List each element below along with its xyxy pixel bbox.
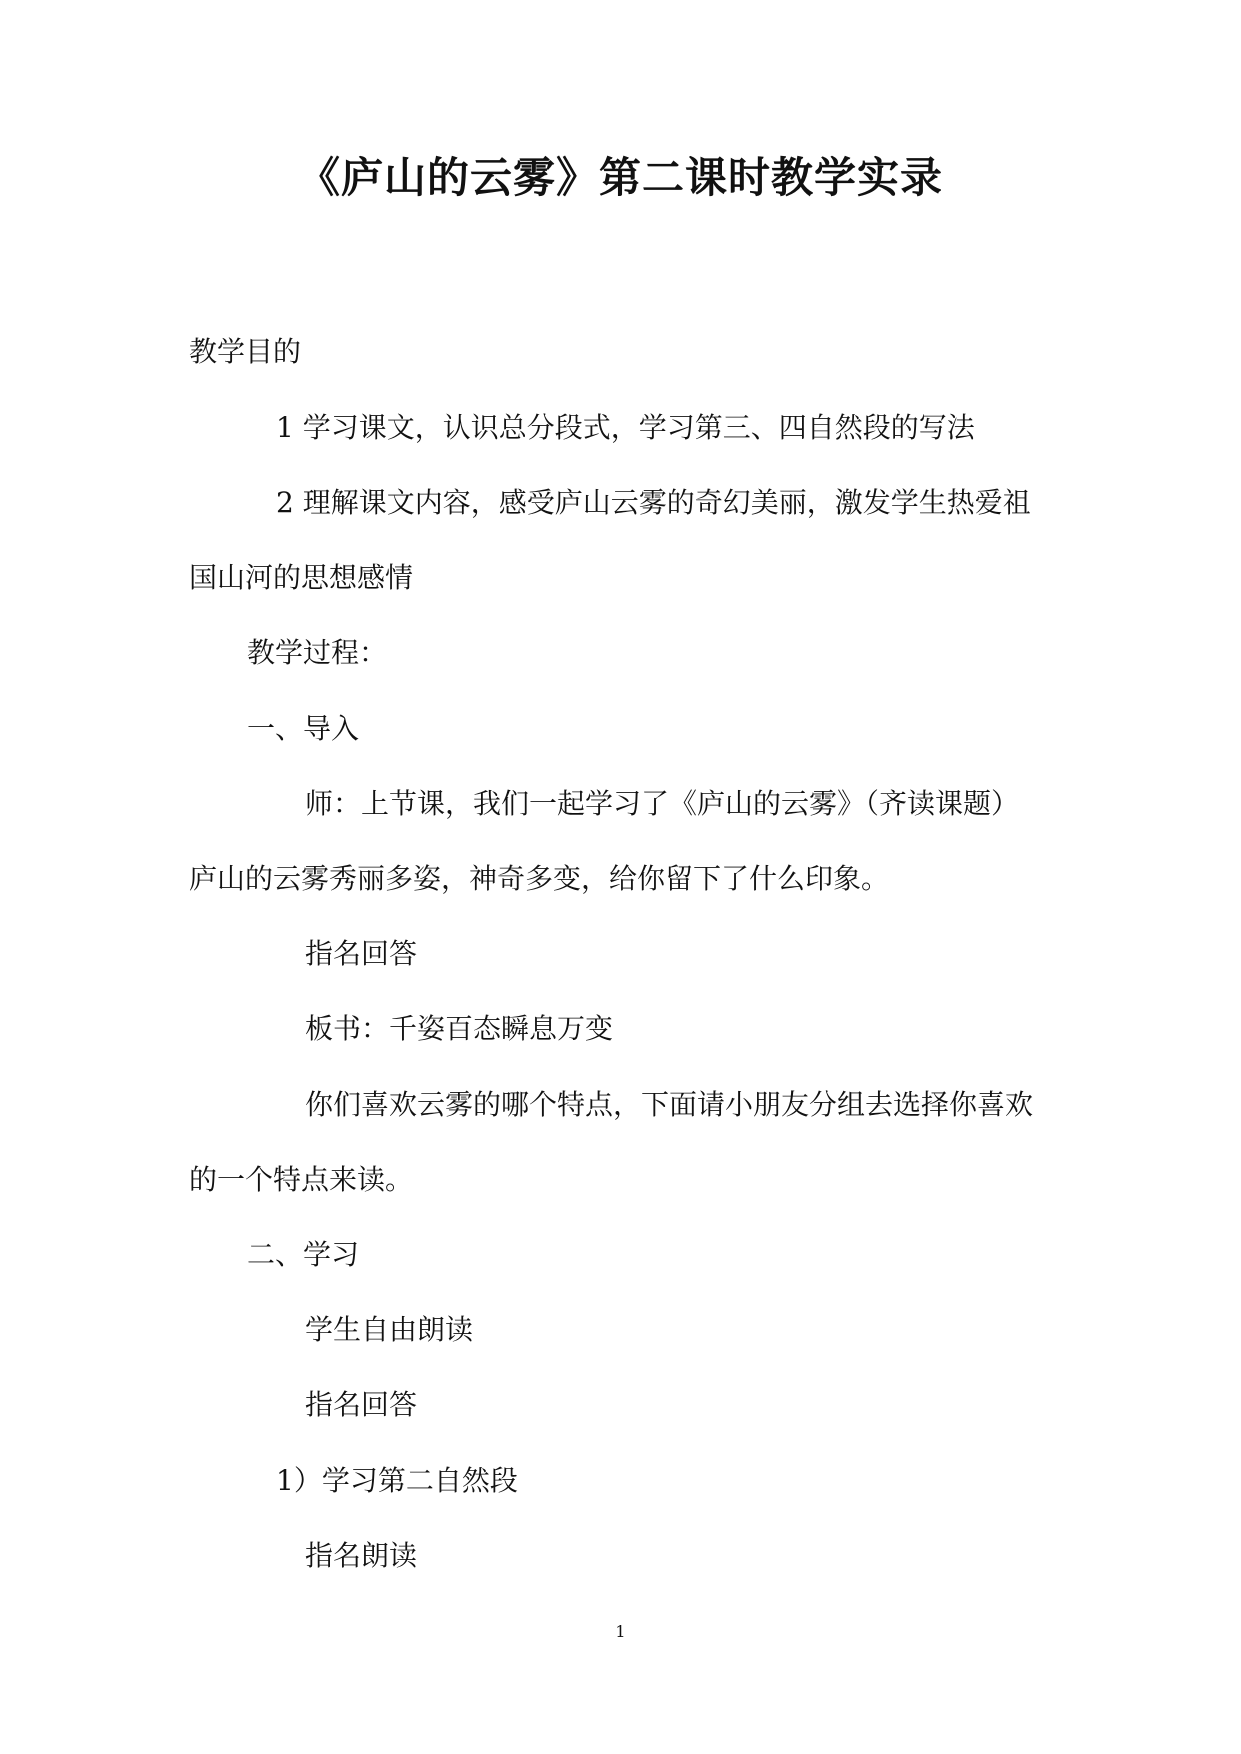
paragraph-blackboard: 板书：千姿百态瞬息万变 [305, 1012, 614, 1045]
page-number: 1 [615, 1622, 626, 1641]
paragraph-choose-feature: 你们喜欢云雾的哪个特点，下面请小朋友分组去选择你喜欢 [305, 1088, 1034, 1121]
paragraph-answer: 指名回答 [305, 937, 418, 970]
paragraph-teacher-intro-continued: 庐山的云雾秀丽多姿，神奇多变，给你留下了什么印象。 [189, 862, 890, 895]
paragraph-read-aloud: 指名朗读 [305, 1539, 418, 1572]
objective-2-continued: 国山河的思想感情 [189, 561, 414, 594]
paragraph-free-reading: 学生自由朗读 [305, 1313, 474, 1346]
paragraph-teacher-intro: 师：上节课，我们一起学习了《庐山的云雾》（齐读课题） [305, 787, 1020, 820]
document-title: 《庐山的云雾》第二课时教学实录 [297, 153, 943, 202]
objective-2: 2 理解课文内容，感受庐山云雾的奇幻美丽，激发学生热爱祖 [276, 486, 1031, 519]
section-heading-objectives: 教学目的 [189, 335, 302, 368]
paragraph-choose-feature-continued: 的一个特点来读。 [189, 1163, 414, 1196]
objective-1: 1 学习课文，认识总分段式，学习第三、四自然段的写法 [276, 411, 975, 444]
step-heading-study: 二、学习 [247, 1238, 360, 1271]
paragraph-answer-2: 指名回答 [305, 1388, 418, 1421]
step-heading-intro: 一、导入 [247, 712, 360, 745]
section-heading-process: 教学过程： [247, 636, 388, 669]
substep-paragraph-two: 1）学习第二自然段 [276, 1464, 518, 1497]
